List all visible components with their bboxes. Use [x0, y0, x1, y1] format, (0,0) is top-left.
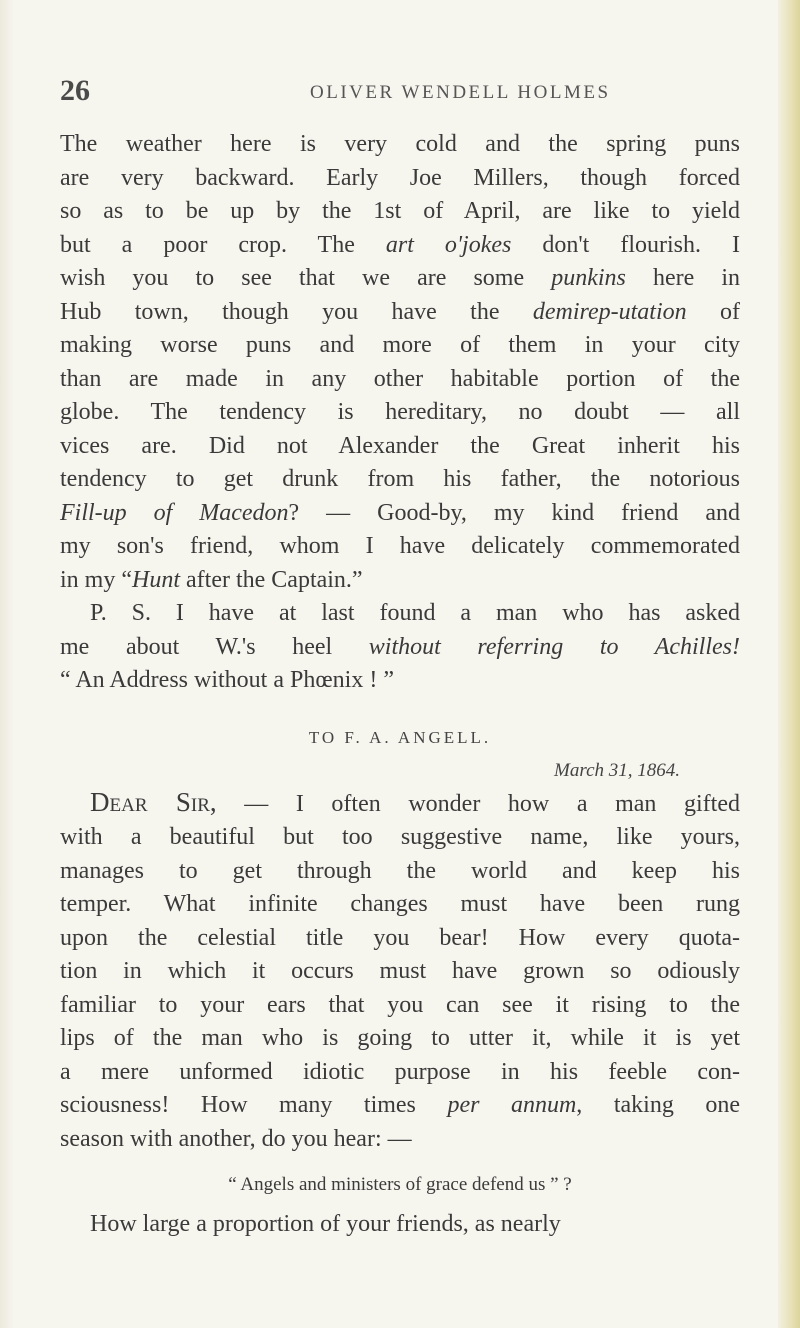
- text-run: — I often wonder how a man gifted: [216, 790, 740, 817]
- text-run: lips of the man who is going to utter it, while it is yet: [60, 1025, 740, 1051]
- text-run: sciousness! How many times: [60, 1092, 416, 1118]
- text-line: [60, 888, 740, 922]
- italic-run: Hunt: [132, 566, 180, 593]
- text-run: but a poor crop. The: [60, 231, 355, 258]
- italic-run: Fill-up of Macedon: [60, 499, 289, 526]
- text-run: so as to be up by the 1st of April, are like to yield: [60, 198, 740, 224]
- text-run: temper. What infinite changes must have been rung: [60, 891, 740, 917]
- text-run: tendency to get drunk from his father, the notorious: [60, 466, 740, 492]
- italic-run: punkins: [551, 265, 626, 291]
- text-run: season with another, do you hear: —: [60, 1125, 412, 1152]
- text-line: [60, 786, 740, 822]
- text-run: , taking one: [576, 1092, 740, 1118]
- text-line: [60, 162, 740, 196]
- text-run: making worse puns and more of them in your city: [60, 332, 740, 358]
- text-line: [60, 1056, 740, 1090]
- text-line: [60, 497, 740, 531]
- letter-date: March 31, 1864.: [554, 759, 680, 781]
- salutation: Dear Sir,: [90, 786, 217, 817]
- text-run: with a beautiful but too suggestive name, like yours,: [60, 824, 740, 850]
- text-line: [60, 1208, 740, 1242]
- italic-run: demirep-utation: [532, 298, 687, 325]
- text-run: me about W.'s heel: [60, 633, 333, 660]
- text-line: [60, 463, 740, 497]
- text-line: [60, 396, 740, 430]
- text-line: [60, 664, 740, 698]
- text-run: don't flourish. I: [542, 231, 741, 258]
- running-head: OLIVER WENDELL HOLMES: [310, 82, 611, 103]
- text-line: [60, 855, 740, 889]
- text-line: [60, 1089, 740, 1123]
- text-line: [60, 922, 740, 956]
- text-line: [60, 1123, 740, 1157]
- text-run: vices are. Did not Alexander the Great inherit his: [60, 432, 740, 459]
- text-run: Hub town, though you have the: [60, 298, 500, 325]
- text-line: [60, 597, 740, 631]
- page-number: 26: [60, 74, 90, 107]
- letter-body: [60, 786, 740, 1157]
- text-run: “ An Address without a Phœnix ! ”: [60, 667, 394, 693]
- text-run: of: [720, 298, 740, 325]
- text-run: How large a proportion of your friends, as nearly: [90, 1211, 561, 1237]
- text-run: are very backward. Early Joe Millers, though forced: [60, 164, 740, 191]
- page-header: [60, 74, 740, 114]
- text-run: globe. The tendency is hereditary, no doubt — all: [60, 399, 740, 425]
- italic-run: art o'jokes: [385, 231, 512, 258]
- text-line: [60, 955, 740, 989]
- text-run: The weather here is very cold and the spring puns: [60, 131, 740, 157]
- text-line: [60, 229, 740, 263]
- letter-title: TO F. A. ANGELL.: [308, 727, 492, 747]
- text-line: [60, 430, 740, 464]
- text-line: [60, 989, 740, 1023]
- text-run: here in: [652, 265, 740, 291]
- text-line: [60, 363, 740, 397]
- text-run: familiar to your ears that you can see it rising to the: [60, 991, 740, 1018]
- text-run: upon the celestial title you bear! How every quota-: [60, 924, 740, 951]
- text-line: [60, 1022, 740, 1056]
- text-line: [60, 821, 740, 855]
- letter-continued: [60, 128, 740, 698]
- italic-run: without referring to Achilles!: [368, 633, 740, 660]
- text-run: in my “: [60, 566, 132, 593]
- text-run: than are made in any other habitable portion of the: [60, 365, 740, 392]
- text-line: [60, 296, 740, 330]
- page-body: [60, 128, 740, 1242]
- text-run: P. S. I have at last found a man who has asked: [90, 600, 740, 626]
- text-line: [60, 128, 740, 162]
- text-line: [60, 530, 740, 564]
- text-run: manages to get through the world and keep his: [60, 857, 740, 884]
- text-line: [60, 329, 740, 363]
- text-run: ? — Good-by, my kind friend and: [288, 499, 740, 526]
- text-run: tion in which it occurs must have grown so odiously: [60, 958, 740, 984]
- text-run: my son's friend, whom I have delicately commemorated: [60, 533, 740, 559]
- page-right-edge: [778, 0, 800, 1328]
- italic-run: per annum: [447, 1092, 577, 1118]
- text-line: [60, 631, 740, 665]
- quotation: “ Angels and ministers of grace defend us ” ?: [228, 1174, 572, 1195]
- text-run: a mere unformed idiotic purpose in his feeble con-: [60, 1058, 740, 1085]
- text-run: after the Captain.”: [186, 566, 363, 593]
- text-line: [60, 195, 740, 229]
- text-line: [60, 564, 740, 598]
- text-line: [60, 262, 740, 296]
- text-run: wish you to see that we are some: [60, 265, 525, 291]
- page-left-edge: [0, 0, 14, 1328]
